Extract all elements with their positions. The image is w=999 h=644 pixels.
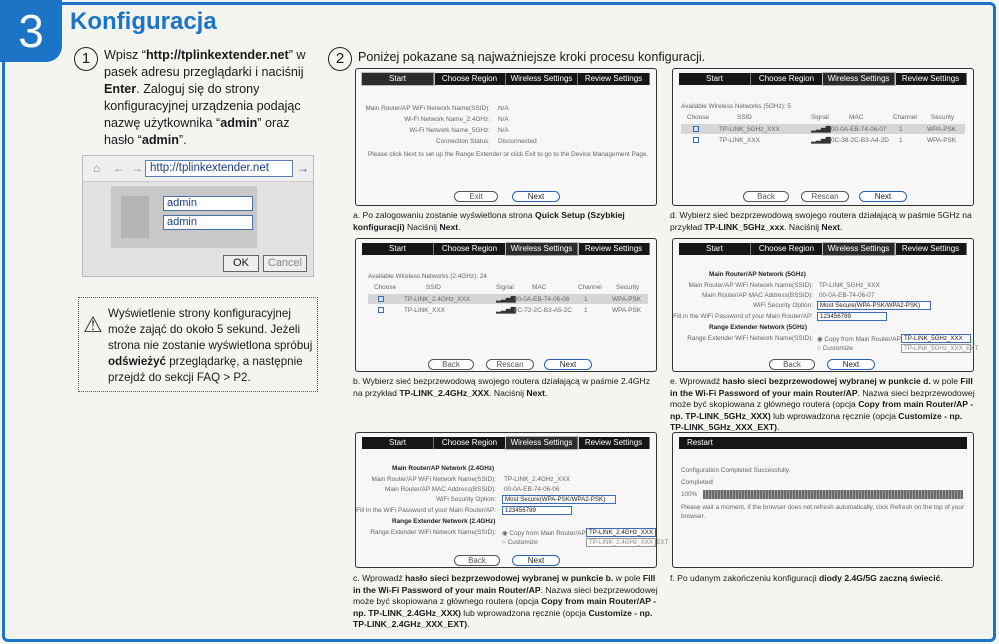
customize-radio[interactable]: ○ Customize bbox=[502, 539, 538, 546]
copy-ssid-field[interactable]: TP-LINK_2.4GHz_XXX bbox=[586, 528, 656, 537]
nav-tabs bbox=[362, 437, 650, 449]
tab-review-settings[interactable]: Review Settings bbox=[895, 73, 967, 85]
next-button[interactable]: Next bbox=[512, 555, 560, 566]
tab-choose-region[interactable]: Choose Region bbox=[751, 243, 823, 255]
cancel-button[interactable]: Cancel bbox=[263, 255, 307, 272]
networks-heading: Available Wireless Networks (2.4GHz): 24 bbox=[368, 273, 487, 280]
customize-radio[interactable]: ○ Customize bbox=[817, 345, 853, 352]
choose-checkbox[interactable] bbox=[378, 296, 384, 302]
col-header: SSID bbox=[426, 284, 441, 291]
security-option-select[interactable]: Most Secure(WPA-PSK/WPA2-PSK) bbox=[817, 301, 931, 310]
step1-text: Wpisz “http://tplinkextender.net” w pasek adresu przeglądarki i naciśnij Enter. Zaloguj się do strony konfiguracyjnej urządzenia podając nazwę użytkownika “admin” oraz hasło “admin”. bbox=[104, 48, 306, 147]
mac-cell: 00-0A-EB-74-06-06 bbox=[514, 296, 570, 303]
back-button[interactable]: Back bbox=[769, 359, 815, 370]
page-title: Konfiguracja bbox=[70, 8, 217, 35]
back-arrow-icon[interactable]: ← bbox=[113, 161, 125, 175]
security-cell: WPA-PSK bbox=[612, 296, 641, 303]
info-label: Connection Status: bbox=[436, 138, 490, 145]
screenshot-b-2g-networks bbox=[355, 238, 657, 372]
rescan-button[interactable]: Rescan bbox=[801, 191, 849, 202]
step2-number: 2 bbox=[328, 47, 352, 71]
field-label: Range Extender WiFi Network Name(SSID): bbox=[687, 335, 813, 342]
channel-cell: 1 bbox=[584, 307, 588, 314]
tab-start[interactable]: Start bbox=[362, 243, 434, 255]
screenshot-c-2g-settings bbox=[355, 432, 669, 568]
field-label: Main Router/AP MAC Address(BSSID): bbox=[384, 486, 496, 493]
field-value: TP-LINK_5GHz_XXX bbox=[819, 282, 880, 289]
screenshot-a-quick-setup bbox=[355, 68, 657, 206]
screenshot-d-5g-networks bbox=[672, 68, 974, 206]
progress-percent: 100% bbox=[681, 491, 698, 498]
section-heading: Range Extender Network (2.4GHz) bbox=[392, 518, 496, 525]
info-value: N/A bbox=[498, 105, 509, 112]
info-label: Main Router/AP WiFi Network Name(SSID): bbox=[365, 105, 490, 112]
back-button[interactable]: Back bbox=[428, 359, 474, 370]
step1-number: 1 bbox=[74, 47, 98, 71]
warning-text: Wyświetlenie strony konfiguracyjnej może zająć do około 5 sekund. Jeżeli strona nie zostanie wyświetlona spróbuj odświeżyć przeglądarkę, a następnie przejdź do sekcji FAQ > P2. bbox=[108, 307, 313, 384]
nav-tabs bbox=[679, 243, 967, 255]
refresh-note: Please wait a moment, if the browser does not refresh automatically, click Refresh on the top of your browser. bbox=[681, 504, 964, 520]
channel-cell: 1 bbox=[899, 137, 903, 144]
next-button[interactable]: Next bbox=[859, 191, 907, 202]
nav-tabs bbox=[362, 243, 650, 255]
back-button[interactable]: Back bbox=[743, 191, 789, 202]
status-line: Completed! bbox=[681, 479, 714, 486]
signal-icon: ▂▃▅▇ bbox=[496, 296, 516, 303]
col-header: Signal bbox=[811, 114, 829, 121]
col-header: Signal bbox=[496, 284, 514, 291]
password-input[interactable]: 123456789 bbox=[817, 312, 887, 321]
choose-checkbox[interactable] bbox=[693, 137, 699, 143]
caption-b: b. Wybierz sieć bezprzewodową swojego routera działającą w paśmie 2.4GHz na przykład TP-LINK_2.4GHz_XXX. Naciśnij Next. bbox=[353, 376, 651, 398]
tab-wireless-settings[interactable]: Wireless Settings bbox=[506, 243, 578, 255]
screenshot-e-5g-settings bbox=[672, 238, 979, 372]
step2-text: Poniżej pokazane są najważniejsze kroki procesu konfiguracji. bbox=[358, 50, 706, 64]
copy-radio[interactable]: ◉ Copy from Main Router/AP bbox=[502, 530, 586, 537]
col-header: Choose bbox=[374, 284, 397, 291]
status-line: Configuration Completed Successfully. bbox=[681, 467, 791, 474]
step-number: 3 bbox=[0, 0, 62, 62]
networks-heading: Available Wireless Networks (5GHz): 5 bbox=[681, 103, 791, 110]
field-label: WiFi Security Option: bbox=[752, 302, 813, 309]
setup-note: Please click Next to set up the Range Extender or click Exit to go to the Device Management Page. bbox=[368, 151, 649, 158]
next-button[interactable]: Next bbox=[544, 359, 592, 370]
info-value: Disconnected bbox=[498, 138, 537, 145]
tab-review-settings[interactable]: Review Settings bbox=[578, 437, 650, 449]
section-heading: Range Extender Network (5GHz) bbox=[709, 324, 808, 331]
custom-ssid-field[interactable]: TP-LINK_5GHz_XXX_EXT bbox=[901, 344, 971, 353]
browser-window bbox=[82, 155, 314, 277]
field-value: 00-0A-EB-74-06-06 bbox=[504, 486, 560, 493]
col-header: Channel bbox=[893, 114, 917, 121]
field-label: Main Router/AP WiFi Network Name(SSID): bbox=[371, 476, 496, 483]
ok-button[interactable]: OK bbox=[223, 255, 259, 272]
nav-tabs bbox=[362, 73, 650, 85]
tab-choose-region[interactable]: Choose Region bbox=[434, 243, 506, 255]
address-bar bbox=[83, 156, 313, 182]
signal-icon: ▂▃▅▇ bbox=[811, 126, 831, 133]
tab-start[interactable]: Start bbox=[362, 437, 434, 449]
col-header: Security bbox=[616, 284, 640, 291]
nav-tabs bbox=[679, 73, 967, 85]
security-option-select[interactable]: Most Secure(WPA-PSK/WPA2-PSK) bbox=[502, 495, 616, 504]
url-input[interactable]: http://tplinkextender.net bbox=[145, 160, 293, 177]
col-header: Channel bbox=[578, 284, 602, 291]
forward-arrow-icon[interactable]: → bbox=[131, 161, 143, 175]
info-value: N/A bbox=[498, 116, 509, 123]
security-cell: WPA-PSK bbox=[612, 307, 641, 314]
tab-start[interactable]: Start bbox=[679, 243, 751, 255]
info-label: Wi-Fi Network Name_2.4GHz: bbox=[404, 116, 490, 123]
section-heading: Main Router/AP Network (5GHz) bbox=[709, 271, 806, 278]
choose-checkbox[interactable] bbox=[693, 126, 699, 132]
info-label: Wi-Fi Network Name_5GHz: bbox=[409, 127, 490, 134]
tab-wireless-settings[interactable]: Wireless Settings bbox=[506, 73, 578, 85]
field-label: Main Router/AP MAC Address(BSSID): bbox=[701, 292, 813, 299]
screenshot-f-restart bbox=[672, 432, 974, 568]
ssid-cell: TP-LINK_2.4GHz_XXX bbox=[404, 296, 471, 303]
tab-start[interactable]: Start bbox=[679, 73, 751, 85]
copy-ssid-field[interactable]: TP-LINK_5GHz_XXX bbox=[901, 334, 971, 343]
password-input[interactable]: 123456789 bbox=[502, 506, 572, 515]
col-header: Choose bbox=[687, 114, 710, 121]
home-icon[interactable]: ⌂ bbox=[93, 161, 101, 175]
username-field[interactable]: admin bbox=[163, 196, 253, 211]
security-cell: WPA-PSK bbox=[927, 137, 956, 144]
col-header: MAC bbox=[532, 284, 547, 291]
channel-cell: 1 bbox=[584, 296, 588, 303]
tab-review-settings[interactable]: Review Settings bbox=[895, 243, 967, 255]
back-button[interactable]: Back bbox=[454, 555, 500, 566]
col-header: SSID bbox=[737, 114, 752, 121]
tab-review-settings[interactable]: Review Settings bbox=[578, 243, 650, 255]
go-arrow-icon[interactable]: → bbox=[297, 161, 309, 175]
choose-checkbox[interactable] bbox=[378, 307, 384, 313]
mac-cell: 00-0A-EB-74-06-07 bbox=[831, 126, 887, 133]
field-label: WiFi Security Option: bbox=[435, 496, 496, 503]
field-label: Fill in the WiFi Password of your Main Router/AP: bbox=[356, 507, 496, 514]
ssid-cell: TP-LINK_5GHz_XXX bbox=[719, 126, 780, 133]
progress-bar bbox=[703, 490, 963, 499]
col-header: MAC bbox=[849, 114, 864, 121]
info-value: N/A bbox=[498, 127, 509, 134]
tab-wireless-settings[interactable]: Wireless Settings bbox=[506, 437, 578, 449]
tab-choose-region[interactable]: Choose Region bbox=[434, 437, 506, 449]
field-label: Range Extender WiFi Network Name(SSID): bbox=[370, 529, 496, 536]
next-button[interactable]: Next bbox=[827, 359, 875, 370]
mac-cell: 0C-38-2C-B3-A4-2D bbox=[831, 137, 889, 144]
ssid-cell: TP-LINK_XXX bbox=[404, 307, 445, 314]
mac-cell: 0C-72-2C-B3-A5-2C bbox=[514, 307, 572, 314]
tab-start[interactable]: Start bbox=[362, 73, 434, 85]
user-avatar-icon bbox=[121, 196, 149, 238]
signal-icon: ▂▃▅▇ bbox=[811, 137, 831, 144]
caption-c: c. Wprowadź hasło sieci bezprzewodowej wybranej w punkcie b. w pole Fill in the Wi-Fi Password of your main Router/AP. Nazwa sieci bezprzewodowej może być skopiowana z głównego routera (opcja Copy from main Router/AP - np. TP-LINK_2.4GHz_XXX) lub wprowadzona ręcznie (opcja Customize - np. TP-LINK_2.4GHz_XXX_EXT). bbox=[353, 573, 658, 629]
signal-icon: ▂▃▅▇ bbox=[496, 307, 516, 314]
field-label: Fill in the WiFi Password of your Main Router/AP: bbox=[673, 313, 813, 320]
warning-icon: ⚠ bbox=[83, 312, 103, 337]
next-button[interactable]: Next bbox=[512, 191, 560, 202]
copy-radio[interactable]: ◉ Copy from Main Router/AP bbox=[817, 336, 901, 343]
progress-track bbox=[703, 490, 963, 499]
field-label: Main Router/AP WiFi Network Name(SSID): bbox=[688, 282, 813, 289]
tab-wireless-settings[interactable]: Wireless Settings bbox=[823, 243, 895, 255]
restart-header: Restart bbox=[679, 437, 967, 449]
tab-wireless-settings[interactable]: Wireless Settings bbox=[823, 73, 895, 85]
caption-a: a. Po zalogowaniu zostanie wyświetlona strona Quick Setup (Szybkiej konfiguracji) Naciśnij Next. bbox=[353, 210, 625, 232]
channel-cell: 1 bbox=[899, 126, 903, 133]
tab-review-settings[interactable]: Review Settings bbox=[578, 73, 650, 85]
security-cell: WPA-PSK bbox=[927, 126, 956, 133]
password-field[interactable]: admin bbox=[163, 215, 253, 230]
caption-e: e. Wprowadź hasło sieci bezprzewodowej wybranej w punkcie d. w pole Fill in the Wi-Fi Password of your main Router/AP. Nazwa sieci bezprzewodowej może być skopiowana z głównego routera (opcja Copy from main Router/AP - np. TP-LINK_5GHz_XXX) lub wprowadzona ręcznie (opcja Customize - np. TP-LINK_5GHz_XXX_EXT). bbox=[670, 376, 975, 432]
field-value: TP-LINK_2.4GHz_XXX bbox=[504, 476, 571, 483]
custom-ssid-field[interactable]: TP-LINK_2.4GHz_XXX_EXT bbox=[586, 538, 656, 547]
tab-choose-region[interactable]: Choose Region bbox=[751, 73, 823, 85]
warning-box bbox=[78, 297, 318, 392]
ssid-cell: TP-LINK_XXX bbox=[719, 137, 760, 144]
section-heading: Main Router/AP Network (2.4GHz) bbox=[392, 465, 495, 472]
login-dialog bbox=[111, 186, 257, 248]
tab-choose-region[interactable]: Choose Region bbox=[434, 73, 506, 85]
col-header: Security bbox=[931, 114, 955, 121]
rescan-button[interactable]: Rescan bbox=[486, 359, 534, 370]
exit-button[interactable]: Exit bbox=[454, 191, 498, 202]
caption-f: f. Po udanym zakończeniu konfiguracji diody 2.4G/5G zaczną świecić. bbox=[670, 573, 943, 583]
caption-d: d. Wybierz sieć bezprzewodową swojego routera działającą w paśmie 5GHz na przykład TP-LINK_5GHz_xxx. Naciśnij Next. bbox=[670, 210, 972, 232]
field-value: 00-0A-EB-74-06-07 bbox=[819, 292, 875, 299]
